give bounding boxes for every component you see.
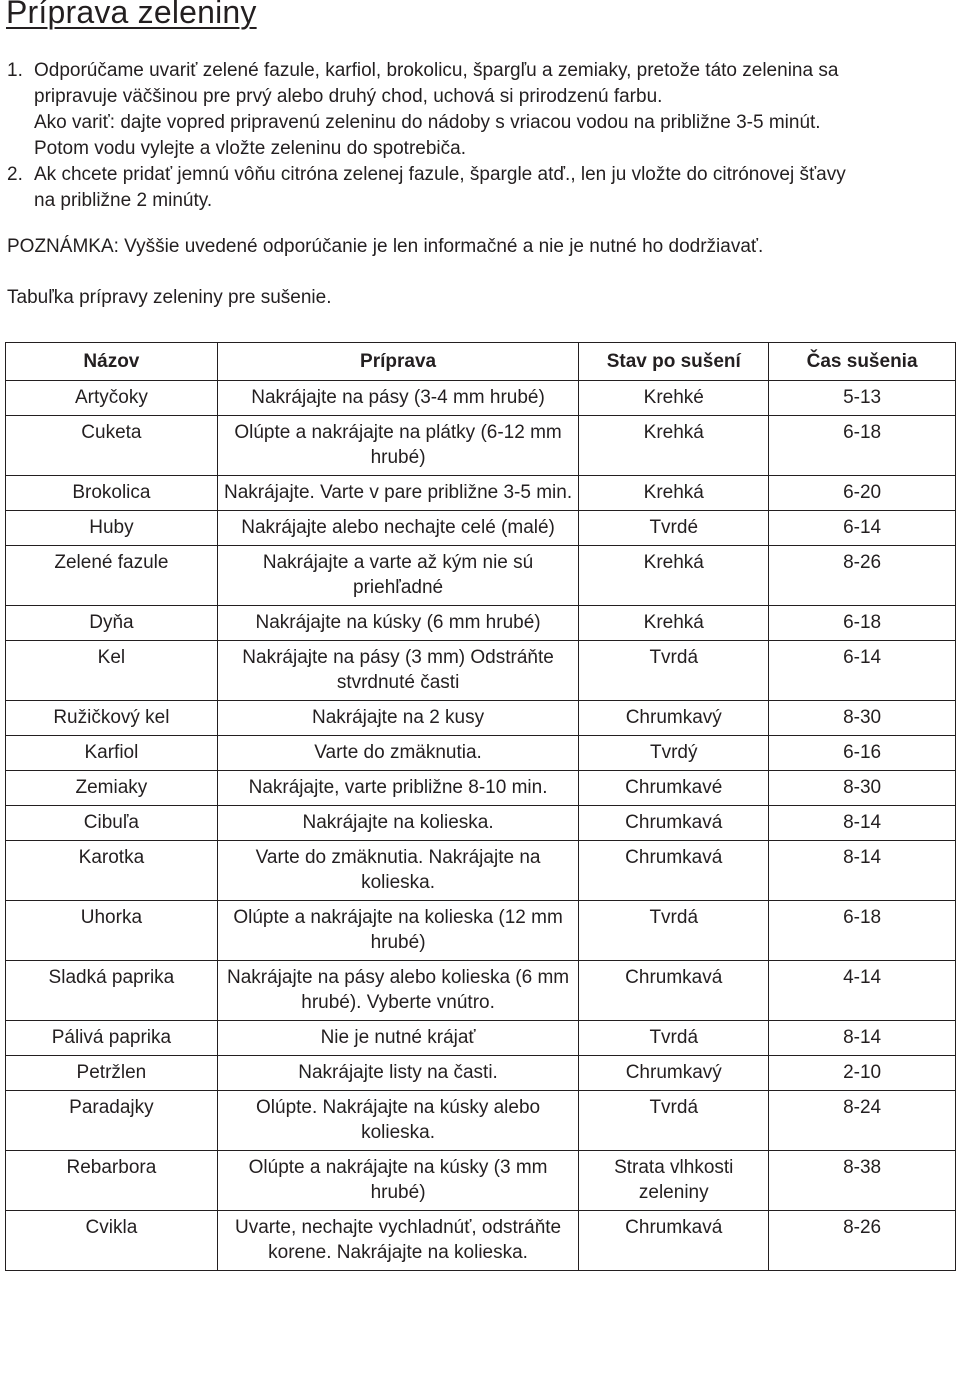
cell-state: Krehká [579, 476, 769, 511]
cell-time: 6-16 [769, 736, 956, 771]
table-row [6, 511, 956, 546]
table-row [6, 1021, 956, 1056]
table-row [6, 1211, 956, 1271]
table-row [6, 841, 956, 901]
header-state-after-drying: Stav po sušení [579, 343, 769, 381]
table-row [6, 641, 956, 701]
cell-state: Krehká [579, 546, 769, 606]
cell-state: Tvrdé [579, 511, 769, 546]
cell-preparation: Olúpte a nakrájajte na kúsky (3 mm hrubé) [217, 1151, 579, 1211]
cell-state: Chrumkavá [579, 961, 769, 1021]
cell-time: 8-14 [769, 1021, 956, 1056]
cell-name: Uhorka [6, 901, 218, 961]
cell-preparation: Nakrájajte na kolieska. [217, 806, 579, 841]
header-preparation: Príprava [217, 343, 579, 381]
table-row [6, 546, 956, 606]
instruction-line: Ak chcete pridať jemnú vôňu citróna zelenej fazule, špargle atď., len ju vložte do citrónovej šťavy [34, 164, 846, 185]
cell-name: Dyňa [6, 606, 218, 641]
cell-time: 6-18 [769, 901, 956, 961]
cell-preparation: Nakrájajte listy na časti. [217, 1056, 579, 1091]
instruction-number: 2. [7, 164, 23, 185]
table-row [6, 961, 956, 1021]
instruction-line: Potom vodu vylejte a vložte zeleninu do spotrebiča. [34, 138, 466, 159]
vegetable-drying-table [5, 342, 956, 1271]
table-row [6, 771, 956, 806]
cell-state: Krehká [579, 416, 769, 476]
cell-preparation: Varte do zmäknutia. [217, 736, 579, 771]
header-name: Názov [6, 343, 218, 381]
cell-preparation: Olúpte a nakrájajte na kolieska (12 mm hrubé) [217, 901, 579, 961]
table-caption: Tabuľka prípravy zeleniny pre sušenie. [7, 287, 332, 308]
cell-preparation: Nakrájajte na pásy alebo kolieska (6 mm hrubé). Vyberte vnútro. [217, 961, 579, 1021]
cell-time: 8-38 [769, 1151, 956, 1211]
instruction-list [7, 58, 957, 214]
instruction-line: Ako variť: dajte vopred pripravenú zeleninu do nádoby s vriacou vodou na približne 3-5 minút. [34, 112, 821, 133]
instruction-item [7, 58, 957, 162]
cell-preparation: Nakrájajte na kúsky (6 mm hrubé) [217, 606, 579, 641]
cell-time: 6-14 [769, 511, 956, 546]
table-row [6, 381, 956, 416]
table-row [6, 736, 956, 771]
cell-name: Zelené fazule [6, 546, 218, 606]
table-header-row [6, 343, 956, 381]
cell-state: Chrumkavý [579, 701, 769, 736]
cell-name: Ružičkový kel [6, 701, 218, 736]
cell-name: Petržlen [6, 1056, 218, 1091]
cell-state: Strata vlhkosti zeleniny [579, 1151, 769, 1211]
table-row [6, 1056, 956, 1091]
table-row [6, 1151, 956, 1211]
cell-name: Brokolica [6, 476, 218, 511]
cell-state: Tvrdá [579, 901, 769, 961]
cell-time: 8-30 [769, 771, 956, 806]
cell-time: 6-14 [769, 641, 956, 701]
instruction-item [7, 162, 957, 214]
cell-state: Chrumkavá [579, 806, 769, 841]
table-row [6, 1091, 956, 1151]
cell-preparation: Nakrájajte. Varte v pare približne 3-5 min. [217, 476, 579, 511]
cell-time: 4-14 [769, 961, 956, 1021]
table-row [6, 476, 956, 511]
cell-preparation: Olúpte a nakrájajte na plátky (6-12 mm hrubé) [217, 416, 579, 476]
cell-state: Chrumkavé [579, 771, 769, 806]
table-row [6, 416, 956, 476]
instruction-line: pripravuje väčšinou pre prvý alebo druhý chod, uchová si prirodzenú farbu. [34, 86, 663, 107]
header-drying-time: Čas sušenia [769, 343, 956, 381]
cell-state: Chrumkavá [579, 841, 769, 901]
cell-name: Huby [6, 511, 218, 546]
cell-time: 5-13 [769, 381, 956, 416]
cell-preparation: Nakrájajte alebo nechajte celé (malé) [217, 511, 579, 546]
cell-time: 6-18 [769, 416, 956, 476]
cell-state: Tvrdý [579, 736, 769, 771]
table-row [6, 806, 956, 841]
cell-name: Paradajky [6, 1091, 218, 1151]
page-title: Príprava zeleniny [6, 0, 257, 30]
table-row [6, 901, 956, 961]
cell-preparation: Nakrájajte a varte až kým nie sú priehľadné [217, 546, 579, 606]
cell-preparation: Olúpte. Nakrájajte na kúsky alebo kolieska. [217, 1091, 579, 1151]
cell-name: Karfiol [6, 736, 218, 771]
cell-preparation: Nakrájajte na pásy (3 mm) Odstráňte stvrdnuté časti [217, 641, 579, 701]
note-paragraph: POZNÁMKA: Vyššie uvedené odporúčanie je len informačné a nie je nutné ho dodržiavať. [7, 236, 764, 257]
cell-preparation: Nie je nutné krájať [217, 1021, 579, 1056]
cell-state: Tvrdá [579, 1021, 769, 1056]
cell-name: Sladká paprika [6, 961, 218, 1021]
table-row [6, 701, 956, 736]
cell-preparation: Nakrájajte na 2 kusy [217, 701, 579, 736]
cell-state: Chrumkavý [579, 1056, 769, 1091]
cell-time: 8-24 [769, 1091, 956, 1151]
cell-time: 6-20 [769, 476, 956, 511]
cell-time: 8-14 [769, 806, 956, 841]
cell-preparation: Uvarte, nechajte vychladnúť, odstráňte korene. Nakrájajte na kolieska. [217, 1211, 579, 1271]
cell-time: 8-26 [769, 546, 956, 606]
cell-name: Cibuľa [6, 806, 218, 841]
cell-state: Tvrdá [579, 641, 769, 701]
cell-state: Krehké [579, 381, 769, 416]
cell-name: Kel [6, 641, 218, 701]
cell-preparation: Nakrájajte, varte približne 8-10 min. [217, 771, 579, 806]
table-row [6, 606, 956, 641]
cell-name: Pálivá paprika [6, 1021, 218, 1056]
cell-name: Zemiaky [6, 771, 218, 806]
instruction-number: 1. [7, 60, 23, 81]
cell-state: Tvrdá [579, 1091, 769, 1151]
instruction-line: Odporúčame uvariť zelené fazule, karfiol, brokolicu, špargľu a zemiaky, pretože táto zelenina sa [34, 60, 839, 81]
cell-time: 2-10 [769, 1056, 956, 1091]
cell-time: 8-14 [769, 841, 956, 901]
cell-time: 8-30 [769, 701, 956, 736]
cell-time: 6-18 [769, 606, 956, 641]
cell-preparation: Varte do zmäknutia. Nakrájajte na kolieska. [217, 841, 579, 901]
cell-name: Cuketa [6, 416, 218, 476]
cell-name: Karotka [6, 841, 218, 901]
cell-name: Rebarbora [6, 1151, 218, 1211]
cell-name: Cvikla [6, 1211, 218, 1271]
instruction-line: na približne 2 minúty. [34, 190, 213, 211]
cell-time: 8-26 [769, 1211, 956, 1271]
cell-preparation: Nakrájajte na pásy (3-4 mm hrubé) [217, 381, 579, 416]
cell-state: Krehká [579, 606, 769, 641]
cell-state: Chrumkavá [579, 1211, 769, 1271]
cell-name: Artyčoky [6, 381, 218, 416]
